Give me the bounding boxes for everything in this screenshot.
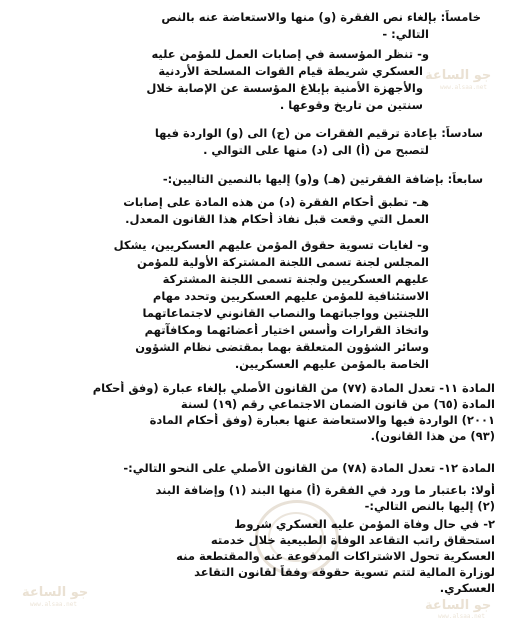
text-line: استحقاق راتب التقاعد الوفاة الطبيعية خلال خدمته — [210, 533, 495, 547]
watermark-top-url: www.alsaa.net — [440, 84, 487, 91]
text-line: سابعاً: بإضافة الفقرتين (هـ) و(و) إليها بالنصين التاليين:- — [162, 172, 483, 186]
text-line: (٩٣) من هذا القانون). — [370, 429, 495, 443]
text-line: و- لغايات تسوية حقوق المؤمن عليهم العسكريين، يشكل — [113, 238, 429, 252]
text-line: العسكري. — [439, 581, 495, 595]
watermark-bottom-right-url: www.alsaa.net — [438, 613, 485, 620]
text-line: التالي: - — [382, 27, 429, 41]
text-line: ٢٠٠١) الواردة فيها والاستعاضة عنها بعبارة (وفق أحكام المادة — [149, 413, 495, 427]
text-line: العسكري شريطة قيام القوات المسلحة الأردنية — [158, 64, 423, 78]
text-line: الاستئنافية للمؤمن عليهم العسكريين وتحدد مهام — [152, 289, 429, 303]
text-line: عليهم العسكريين ولجنة تسمى اللجنة المشتركة — [162, 272, 429, 286]
text-line: المادة (٦٥) من قانون الضمان الاجتماعي رقم (١٩) لسنة — [180, 397, 495, 411]
text-line: وسائر الشؤون المتعلقة بهما بمقتضى نظام الشؤون — [135, 340, 429, 354]
text-line: لوزارة المالية لتتم تسوية حقوقه وفقاً لقانون التقاعد — [194, 565, 495, 579]
text-line: المادة ١٢- تعدل المادة (٧٨) من القانون الأصلي على النحو التالي:- — [123, 461, 495, 475]
watermark-bottom-right: جو الساعة — [425, 598, 492, 613]
watermark-top: جو الساعة — [425, 68, 492, 83]
text-line: الخاصة بالمؤمن عليهم العسكريين. — [234, 357, 429, 371]
text-line: واتخاذ القرارات وأسس اختيار أعضائهما ومكافآتهم — [144, 323, 429, 337]
text-line: و- تنظر المؤسسة في إصابات العمل للمؤمن عليه — [151, 47, 429, 61]
watermark-bottom-left-url: www.alsaa.net — [30, 601, 77, 608]
text-line: العسكرية تحول الاشتراكات المدفوعة عنه والمقتطعة منه — [176, 549, 495, 563]
text-line: العمل التي وقعت قبل نفاذ أحكام هذا القانون المعدل. — [125, 212, 429, 226]
text-line: (٢) إليها بالنص التالي:- — [364, 499, 495, 513]
watermark-bottom-left: جو الساعة — [22, 585, 89, 600]
text-line: سنتين من تاريخ وقوعها . — [279, 98, 423, 112]
text-line: سادساً: بإعادة ترقيم الفقرات من (ج) الى (و) الواردة فيها — [154, 126, 483, 140]
text-line: لتصبح من (أ) الى (د) منها على التوالي . — [203, 143, 429, 157]
text-line: أولا: باعتبار ما ورد في الفقرة (أ) منها البند (١) وإضافة البند — [155, 483, 495, 497]
text-line: المجلس لجنة تسمى اللجنة المشتركة الأولية للمؤمن — [136, 255, 429, 269]
text-line: ٢- في حال وفاة المؤمن عليه العسكري شروط — [234, 517, 495, 531]
text-line: هـ- تطبق أحكام الفقرة (د) من هذه المادة على إصابات — [123, 195, 429, 209]
text-line: والأجهزة الأمنية بإبلاغ المؤسسة عن الإصابة خلال — [146, 81, 423, 95]
text-line: خامساً: بإلغاء نص الفقرة (و) منها والاستعاضة عنه بالنص — [161, 10, 481, 24]
text-line: المادة ١١- تعدل المادة (٧٧) من القانون الأصلي بإلغاء عبارة (وفق أحكام — [92, 381, 495, 395]
text-line: اللجنتين وواجباتهما والنصاب القانوني لاجتماعاتهما — [142, 306, 429, 320]
